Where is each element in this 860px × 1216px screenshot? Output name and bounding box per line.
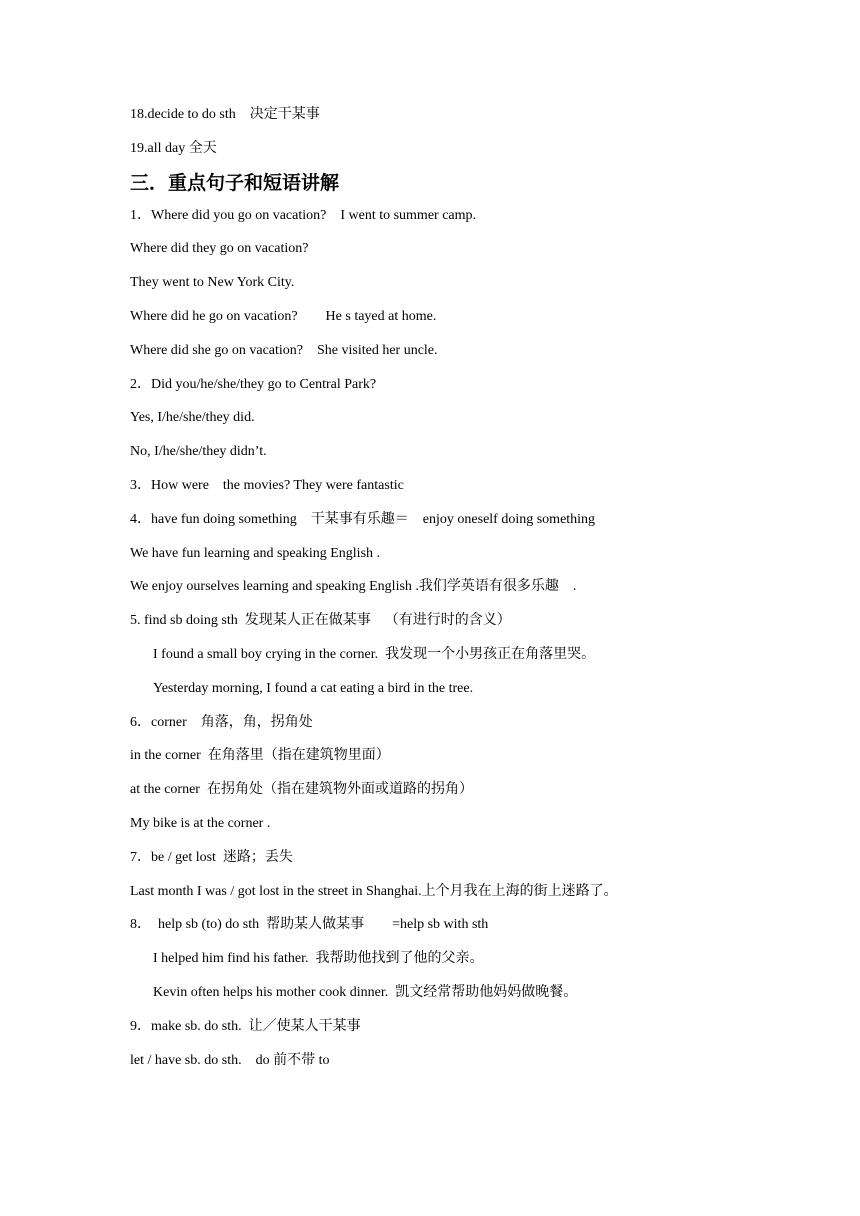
example-line: I found a small boy crying in the corner. 我发现一个小男孩正在角落里哭。 <box>153 646 596 662</box>
text-line: 2．Did you/he/she/they go to Central Park? <box>130 376 377 392</box>
text-line: 8． help sb (to) do sth 帮助某人做某事 =help sb with sth <box>130 917 489 933</box>
text-line: We enjoy ourselves learning and speaking English .我们学英语有很多乐趣 . <box>130 579 577 595</box>
text-line: at the corner 在拐角处（指在建筑物外面或道路的拐角） <box>130 782 473 798</box>
text-line: 19.all day 全天 <box>130 140 217 156</box>
text-line: 18.decide to do sth 决定干某事 <box>130 107 320 122</box>
text-line: Yes, I/he/she/they did. <box>130 410 255 426</box>
text-line: Where did they go on vacation? <box>130 241 309 257</box>
text-line: Last month I was / got lost in the street in Shanghai.上个月我在上海的街上迷路了。 <box>130 883 618 899</box>
text-line: 9．make sb. do sth. 让／使某人干某事 <box>130 1018 361 1034</box>
text-line: 3．How were the movies? They were fantastic <box>130 477 404 493</box>
text-line: Where did he go on vacation? He s tayed at home. <box>130 308 437 324</box>
text-line: 5. find sb doing sth 发现某人正在做某事 （有进行时的含义） <box>130 613 511 629</box>
text-line: No, I/he/she/they didn’t. <box>130 444 267 460</box>
text-line: We have fun learning and speaking English . <box>130 545 381 561</box>
text-line: They went to New York City. <box>130 275 295 291</box>
text-line: Where did she go on vacation? She visited her uncle. <box>130 342 438 358</box>
text-line: in the corner 在角落里（指在建筑物里面） <box>130 748 390 764</box>
text-line: 6．corner 角落，角，拐角处 <box>130 714 313 730</box>
text-line: My bike is at the corner . <box>130 815 271 831</box>
text-line: let / have sb. do sth. do 前不带 to <box>130 1052 330 1068</box>
document-page <box>130 105 750 1084</box>
example-line: I helped him find his father. 我帮助他找到了他的父亲。 <box>153 951 484 967</box>
example-line: Yesterday morning, I found a cat eating a bird in the tree. <box>153 680 474 696</box>
text-line: 4．have fun doing something 干某事有乐趣＝ enjoy oneself doing something <box>130 511 596 527</box>
example-line: Kevin often helps his mother cook dinner. 凯文经常帮助他妈妈做晚餐。 <box>153 984 578 1000</box>
text-line: 1．Where did you go on vacation? I went to summer camp. <box>130 207 477 223</box>
text-line: 7．be / get lost 迷路；丢失 <box>130 849 293 865</box>
section-heading: 三．重点句子和短语讲解 <box>130 171 340 194</box>
